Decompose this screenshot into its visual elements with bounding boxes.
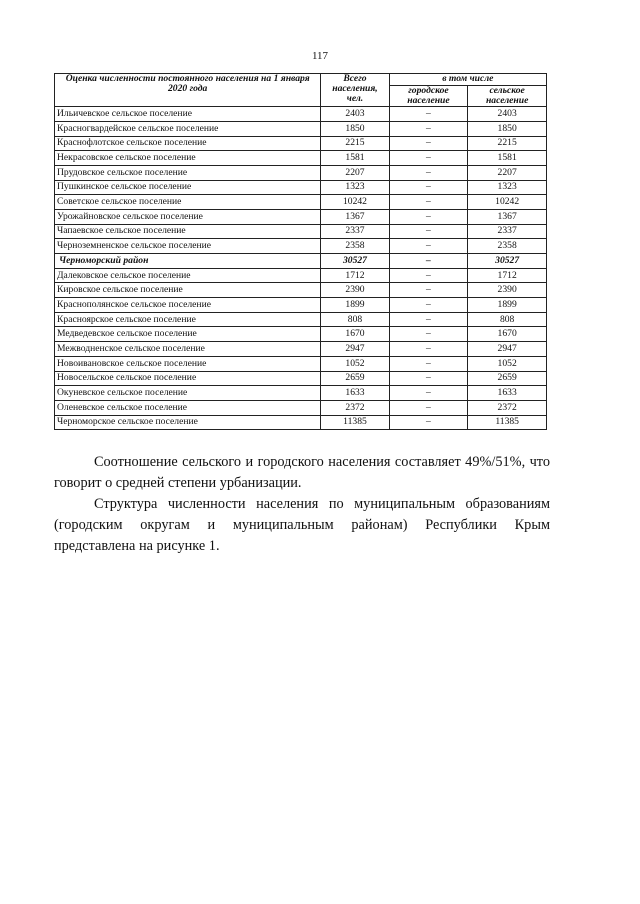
urban-population: – [389,327,468,342]
rural-population: 1633 [468,386,547,401]
table-row [55,195,547,210]
urbanization-paragraph: Соотношение сельского и городского населения составляет 49%/51%, что говорит о средней степени урбанизации. [54,454,550,491]
header-total-population: Всего населения, чел. [321,74,389,107]
urban-population: – [389,224,468,239]
total-population: 2390 [321,283,389,298]
settlement-name: Оленевское сельское поселение [55,400,321,415]
table-row [55,151,547,166]
table-row [55,283,547,298]
table-row [55,371,547,386]
table-row [55,121,547,136]
total-population: 1670 [321,327,389,342]
total-population: 2358 [321,239,389,254]
settlement-name: Прудовское сельское поселение [55,165,321,180]
urban-population: – [389,151,468,166]
urban-population: – [389,268,468,283]
urban-population: – [389,283,468,298]
settlement-name: Черноморское сельское поселение [55,415,321,430]
body-text [54,452,550,557]
structure-paragraph: Структура численности населения по муниципальным образованиям (городским округам и муниципальным районам) Республики Крым представлена на рисунке 1. [54,496,550,554]
urban-population: – [389,371,468,386]
total-population: 30527 [321,254,389,269]
rural-population: 2659 [468,371,547,386]
settlement-name: Далековское сельское поселение [55,268,321,283]
urban-population: – [389,107,468,122]
table-row [55,136,547,151]
rural-population: 2390 [468,283,547,298]
rural-population: 1052 [468,356,547,371]
total-population: 2207 [321,165,389,180]
table-row [55,268,547,283]
urban-population: – [389,121,468,136]
rural-population: 2207 [468,165,547,180]
table-row [55,312,547,327]
settlement-name: Красногвардейское сельское поселение [55,121,321,136]
rural-population: 2403 [468,107,547,122]
rural-population: 2947 [468,342,547,357]
table-row [55,415,547,430]
rural-population: 1712 [468,268,547,283]
settlement-name: Краснофлотское сельское поселение [55,136,321,151]
settlement-name: Краснополянское сельское поселение [55,298,321,313]
urban-population: – [389,298,468,313]
urban-population: – [389,356,468,371]
settlement-name: Медведевское сельское поселение [55,327,321,342]
total-population: 1581 [321,151,389,166]
total-population: 2337 [321,224,389,239]
urban-population: – [389,386,468,401]
urban-population: – [389,415,468,430]
rural-population: 1367 [468,209,547,224]
settlement-name: Межводненское сельское поселение [55,342,321,357]
rural-population: 1670 [468,327,547,342]
urban-population: – [389,180,468,195]
total-population: 2215 [321,136,389,151]
rural-population: 10242 [468,195,547,210]
table-row [55,107,547,122]
table-row [55,356,547,371]
urban-population: – [389,165,468,180]
settlement-name: Советское сельское поселение [55,195,321,210]
rural-population: 1323 [468,180,547,195]
settlement-name: Черноземненское сельское поселение [55,239,321,254]
total-population: 1633 [321,386,389,401]
rural-population: 2372 [468,400,547,415]
total-population: 2372 [321,400,389,415]
district-row [55,254,547,269]
total-population: 808 [321,312,389,327]
rural-population: 1899 [468,298,547,313]
rural-population: 2358 [468,239,547,254]
urban-population: – [389,400,468,415]
total-population: 1323 [321,180,389,195]
total-population: 1850 [321,121,389,136]
table-row [55,209,547,224]
table-row [55,298,547,313]
settlement-name: Некрасовское сельское поселение [55,151,321,166]
settlement-name: Пушкинское сельское поселение [55,180,321,195]
table-row [55,342,547,357]
urban-population: – [389,195,468,210]
rural-population: 11385 [468,415,547,430]
total-population: 1899 [321,298,389,313]
total-population: 1367 [321,209,389,224]
urban-population: – [389,239,468,254]
total-population: 1712 [321,268,389,283]
table-row [55,239,547,254]
total-population: 2403 [321,107,389,122]
population-table [54,73,547,430]
urban-population: – [389,342,468,357]
settlement-name: Окуневское сельское поселение [55,386,321,401]
total-population: 10242 [321,195,389,210]
rural-population: 1581 [468,151,547,166]
rural-population: 30527 [468,254,547,269]
header-population-estimate: Оценка численности постоянного населения на 1 января 2020 года [55,74,321,107]
page-number: 117 [311,50,329,62]
table-row [55,180,547,195]
header-rural-population: сельское население [468,86,547,107]
settlement-name: Новосельское сельское поселение [55,371,321,386]
urban-population: – [389,136,468,151]
rural-population: 2337 [468,224,547,239]
settlement-name: Черноморский район [55,254,321,269]
settlement-name: Чапаевское сельское поселение [55,224,321,239]
rural-population: 2215 [468,136,547,151]
total-population: 1052 [321,356,389,371]
urban-population: – [389,312,468,327]
urban-population: – [389,209,468,224]
total-population: 2947 [321,342,389,357]
header-including: в том числе [389,74,546,86]
settlement-name: Ильичевское сельское поселение [55,107,321,122]
settlement-name: Красноярское сельское поселение [55,312,321,327]
header-urban-population: городское население [389,86,468,107]
table-row [55,327,547,342]
table-row [55,400,547,415]
table-row [55,165,547,180]
urban-population: – [389,254,468,269]
settlement-name: Кировское сельское поселение [55,283,321,298]
total-population: 2659 [321,371,389,386]
table-body [55,107,547,430]
total-population: 11385 [321,415,389,430]
table-row [55,224,547,239]
settlement-name: Новоивановское сельское поселение [55,356,321,371]
rural-population: 1850 [468,121,547,136]
rural-population: 808 [468,312,547,327]
table-row [55,386,547,401]
settlement-name: Урожайновское сельское поселение [55,209,321,224]
